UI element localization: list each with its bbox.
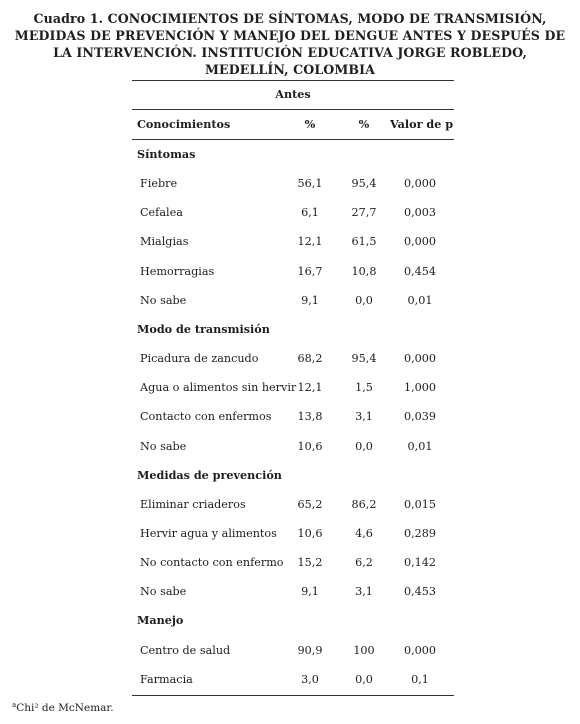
table-cell: Picadura de zancudo <box>140 352 259 366</box>
table-cell: 68,2 <box>297 352 323 366</box>
table-cell: 3,1 <box>355 410 373 424</box>
section-title: Medidas de prevención <box>137 467 282 482</box>
table-cell: No sabe <box>140 293 187 307</box>
table-cell: 15,2 <box>297 556 323 570</box>
table-cell: 95,4 <box>351 177 377 191</box>
column-header: % <box>358 117 370 131</box>
table-cell: 0,003 <box>403 206 437 220</box>
table-cell: 95,4 <box>351 352 377 366</box>
table-cell: 6,2 <box>355 556 373 570</box>
table-cell: 61,5 <box>351 235 377 249</box>
table-cell: Centro de salud <box>140 643 231 657</box>
table-row <box>132 577 454 606</box>
table-cell: 0,0 <box>355 672 373 686</box>
table-cell: 3,0 <box>301 672 319 686</box>
caption-text: CONOCIMIENTOS DE SÍNTOMAS, MODO DE TRANSMISIÓN, MEDIDAS DE PREVENCIÓN Y MANEJO DEL DENGUE ANTES Y DESPUÉS DE LA INTERVENCIÓN. INSTITUCIÓN EDUCATIVA JORGE ROBLEDO, MEDELLÍN, COLOMBIA <box>14 11 566 77</box>
table-cell: 0,142 <box>403 556 437 570</box>
table-cell: Agua o alimentos sin hervir <box>140 381 297 395</box>
table-cell: 0,0 <box>355 439 373 453</box>
column-header-row <box>132 110 454 139</box>
table-cell: 1,000 <box>403 381 437 395</box>
section-heading-row <box>132 140 454 169</box>
table-cell: 3,1 <box>355 585 373 599</box>
table-row <box>132 519 454 548</box>
table-top-rule <box>132 80 454 81</box>
table-row <box>132 286 454 315</box>
table-cell: 27,7 <box>351 206 377 220</box>
table-cell: No sabe <box>140 439 187 453</box>
table-row <box>132 169 454 198</box>
table-cell: 10,6 <box>297 526 323 540</box>
table-cell: 90,9 <box>297 643 323 657</box>
table-row <box>132 373 454 402</box>
table-cell: 6,1 <box>301 206 319 220</box>
table-caption <box>12 10 568 78</box>
table-cell: 0,453 <box>403 585 437 599</box>
table-cell: 0,454 <box>403 264 437 278</box>
table-cell: 56,1 <box>297 177 323 191</box>
table-cell: 9,1 <box>301 585 319 599</box>
table-cell: Cefalea <box>140 206 183 220</box>
footnote-mark: a <box>12 701 17 709</box>
section-title: Manejo <box>137 613 184 628</box>
table-cell: 0,000 <box>403 352 437 366</box>
table-cell: 0,015 <box>403 497 437 511</box>
footnote <box>12 701 114 714</box>
table-cell: No sabe <box>140 585 187 599</box>
section-title: Modo de transmisión <box>137 321 270 336</box>
column-header: Valor de p <box>390 117 454 131</box>
section-title: Síntomas <box>137 147 196 161</box>
table-cell: 10,6 <box>297 439 323 453</box>
table-cell: 0,000 <box>403 643 437 657</box>
section-heading-row <box>132 606 454 635</box>
caption-label: Cuadro 1. <box>33 11 104 26</box>
table-cell: Farmacia <box>140 672 193 686</box>
table-cell: 9,1 <box>301 293 319 307</box>
table-cell: 1,5 <box>355 381 373 395</box>
table-cell: No contacto con enfermo <box>140 556 284 570</box>
table-row <box>132 402 454 431</box>
table-cell: 0,289 <box>403 526 437 540</box>
table-cell: 12,1 <box>297 381 323 395</box>
table-cell: 0,0 <box>355 293 373 307</box>
table-cell: 16,7 <box>297 264 323 278</box>
table-cell: 12,1 <box>297 235 323 249</box>
table-cell: 0,01 <box>407 439 433 453</box>
table-row <box>132 344 454 373</box>
section-heading-row <box>132 461 454 490</box>
table-cell: Contacto con enfermos <box>140 410 272 424</box>
table-cell: Hemorragias <box>140 264 215 278</box>
table-row <box>132 490 454 519</box>
table-row <box>132 257 454 286</box>
table-row <box>132 665 454 694</box>
footnote-text: Chi² de McNemar. <box>16 702 114 714</box>
table-cell: Hervir agua y alimentos <box>140 526 277 540</box>
table-cell: 0,1 <box>411 672 429 686</box>
table-row <box>132 548 454 577</box>
table-cell: 86,2 <box>351 497 377 511</box>
column-header: Conocimientos <box>137 117 231 131</box>
table-cell: 13,8 <box>297 410 323 424</box>
table-cell: Mialgias <box>140 235 189 249</box>
table-cell: 0,000 <box>403 177 437 191</box>
table-cell: 100 <box>353 643 375 657</box>
group-header-antes: Antes <box>275 87 311 101</box>
table-cell: 0,000 <box>403 235 437 249</box>
section-heading-row <box>132 315 454 344</box>
column-header: % <box>304 117 316 131</box>
table-row <box>132 227 454 256</box>
table-cell: 0,01 <box>407 293 433 307</box>
table-cell: 65,2 <box>297 497 323 511</box>
table-cell: Eliminar criaderos <box>140 497 246 511</box>
table-bottom-rule <box>132 695 454 696</box>
table-cell: 0,039 <box>403 410 437 424</box>
table-cell: Fiebre <box>140 177 178 191</box>
table-cell: 4,6 <box>355 526 373 540</box>
table-row <box>132 198 454 227</box>
table-cell: 10,8 <box>351 264 377 278</box>
table-row <box>132 636 454 665</box>
table-row <box>132 432 454 461</box>
